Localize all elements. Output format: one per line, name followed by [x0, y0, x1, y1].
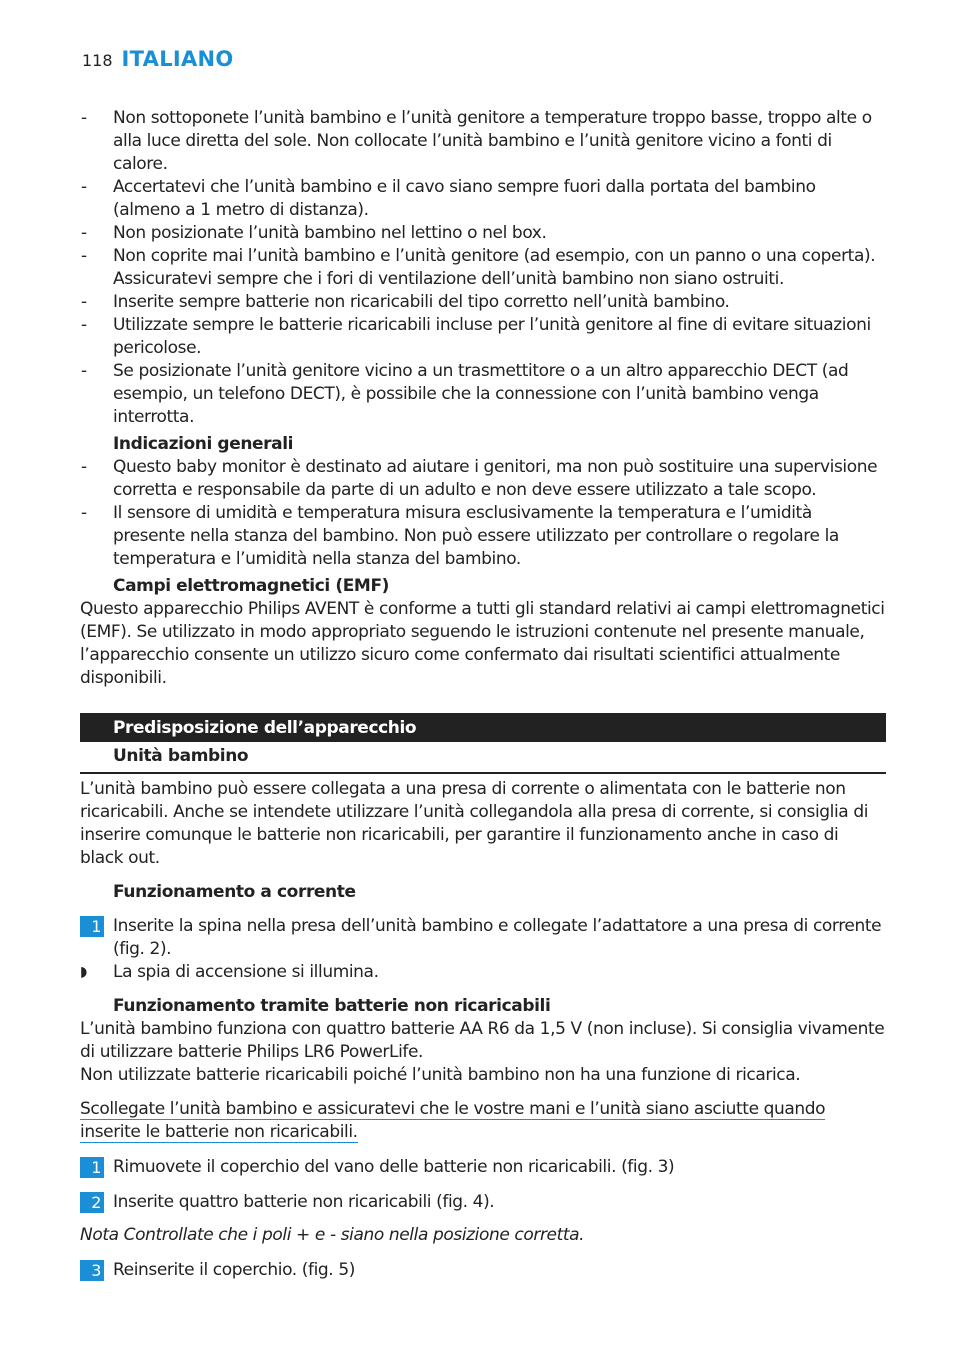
- step-text: Inserite quattro batterie non ricaricabili (fig. 4).: [113, 1192, 495, 1212]
- battery-paragraph-1: L’unità bambino funziona con quattro batterie AA R6 da 1,5 V (non incluse). Si consiglia vivamente di utilizzare batterie Philips LR6 PowerLife.: [80, 1019, 885, 1062]
- step-number-badge: 2: [80, 1192, 104, 1213]
- emf-paragraph: Questo apparecchio Philips AVENT è conforme a tutti gli standard relativi ai campi elettromagnetici (EMF). Se utilizzato in modo appropriato seguendo le istruzioni contenute nel presente manuale, l’apparecchio consente un utilizzo sicuro come confermato dai risultati scientifici attualmente disponibili.: [80, 599, 885, 688]
- list-item: - Questo baby monitor è destinato ad aiutare i genitori, ma non può sostituire una supervisione corretta e responsabile da parte di un adulto e non deve essere utilizzato a tale scopo.: [81, 457, 878, 500]
- battery-heading: Funzionamento tramite batterie non ricaricabili: [113, 996, 551, 1016]
- mains-heading: Funzionamento a corrente: [113, 882, 356, 902]
- step-number-badge: 1: [80, 1157, 104, 1178]
- baby-unit-heading: Unità bambino: [80, 742, 886, 774]
- warning-text: Scollegate l’unità bambino e assicuratevi che le vostre mani e l’unità siano asciutte quando inserite le batterie non ricaricabili.: [80, 1099, 826, 1142]
- language-title: ITALIANO: [121, 47, 234, 71]
- result-text: La spia di accensione si illumina.: [113, 962, 379, 982]
- step-item: [80, 1259, 886, 1282]
- result-arrow-icon: ◗: [80, 964, 87, 980]
- list-item: - Non sottoponete l’unità bambino e l’unità genitore a temperature troppo basse, troppo alte o alla luce diretta del sole. Non collocate l’unità bambino e l’unità genitore vicino a fonti di calore.: [81, 108, 872, 174]
- step-text: Inserite la spina nella presa dell’unità bambino e collegate l’adattatore a una presa di corrente (fig. 2).: [113, 916, 882, 959]
- step-item: [80, 1156, 886, 1179]
- list-item: - Utilizzate sempre le batterie ricaricabili incluse per l’unità genitore al fine di evitare situazioni pericolose.: [81, 315, 871, 358]
- general-heading: Indicazioni generali: [113, 434, 294, 454]
- page-number: 118: [82, 51, 113, 70]
- list-item: - Accertatevi che l’unità bambino e il cavo siano sempre fuori dalla portata del bambino (almeno a 1 metro di distanza).: [81, 177, 816, 220]
- list-item: - Non coprite mai l’unità bambino e l’unità genitore (ad esempio, con un panno o una coperta). Assicuratevi sempre che i fori di ventilazione dell’unità bambino non siano ostruiti.: [81, 246, 876, 289]
- section-title-bar: Predisposizione dell’apparecchio: [80, 713, 886, 742]
- step-text: Reinserite il coperchio. (fig. 5): [113, 1260, 355, 1280]
- list-item: - Il sensore di umidità e temperatura misura esclusivamente la temperatura e l’umidità presente nella stanza del bambino. Non può essere utilizzato per controllare o regolare la temperatura e l’umidità nella stanza del bambino.: [81, 503, 839, 569]
- result-item: [80, 961, 886, 984]
- page-header: [82, 47, 234, 71]
- step-text: Rimuovete il coperchio del vano delle batterie non ricaricabili. (fig. 3): [113, 1157, 675, 1177]
- step-item: [80, 1191, 886, 1214]
- list-item: - Se posizionate l’unità genitore vicino a un trasmettitore o a un altro apparecchio DECT (ad esempio, un telefono DECT), è possibile che la connessione con l’unità bambino venga interrotta.: [81, 361, 849, 427]
- page-content: [80, 107, 886, 1282]
- baby-unit-paragraph: L’unità bambino può essere collegata a una presa di corrente o alimentata con le batterie non ricaricabili. Anche se intendete utilizzare l’unità collegandola alla presa di corrente, si consiglia di inserire comunque le batterie non ricaricabili, per garantire il funzionamento anche in caso di black out.: [80, 779, 869, 868]
- note-text: Nota Controllate che i poli + e - siano nella posizione corretta.: [80, 1225, 585, 1245]
- list-item: - Non posizionate l’unità bambino nel lettino o nel box.: [81, 223, 547, 243]
- safety-bullet-list: [80, 107, 886, 429]
- emf-heading: Campi elettromagnetici (EMF): [113, 576, 390, 596]
- battery-paragraph-2: Non utilizzate batterie ricaricabili poiché l’unità bambino non ha una funzione di ricarica.: [80, 1065, 801, 1085]
- step-number-badge: 1: [80, 916, 104, 937]
- step-number-badge: 3: [80, 1260, 104, 1281]
- list-item: - Inserite sempre batterie non ricaricabili del tipo corretto nell’unità bambino.: [81, 292, 730, 312]
- step-item: [80, 915, 886, 961]
